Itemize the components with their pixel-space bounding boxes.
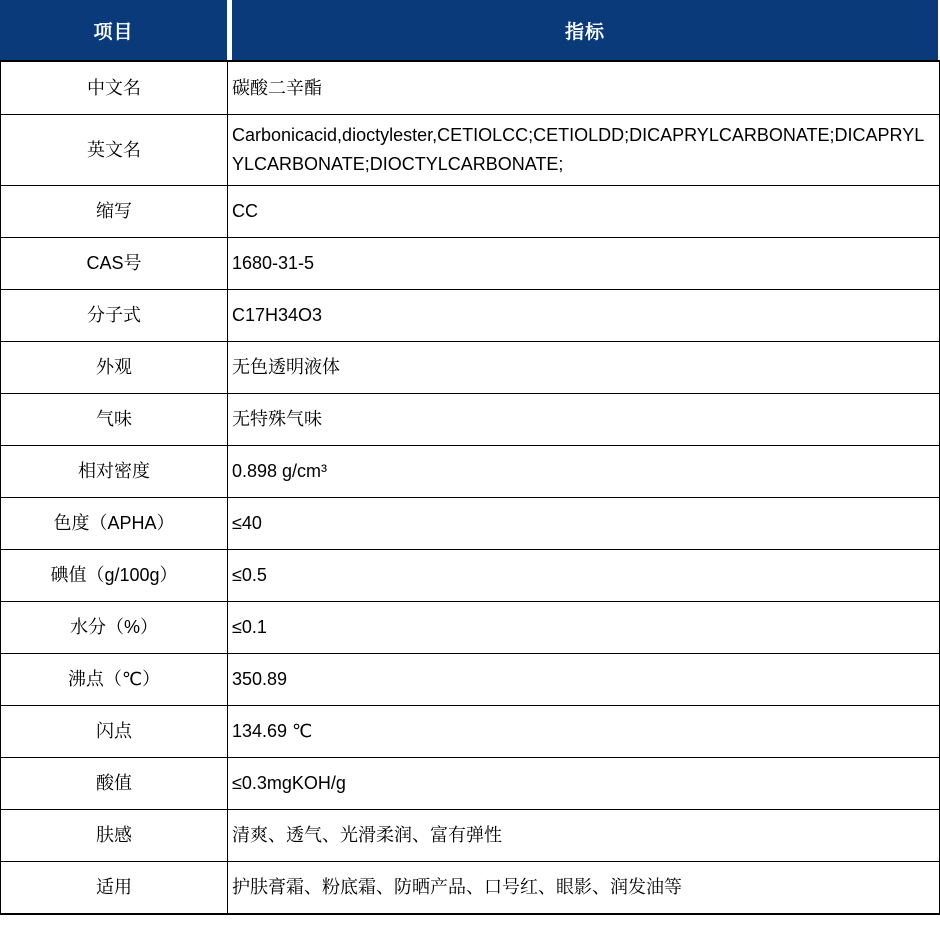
row-value: 碳酸二辛酯: [232, 77, 322, 98]
table-row-skin-feel: [1, 809, 939, 861]
row-value: ≤40: [232, 513, 262, 533]
row-label: 相对密度: [1, 446, 228, 497]
row-label: 水分（%）: [1, 602, 228, 653]
row-label: 缩写: [1, 186, 228, 237]
table-row-applications: [1, 861, 939, 913]
table-row-boiling-point: [1, 653, 939, 705]
row-label: CAS号: [1, 238, 228, 289]
row-value: 1680-31-5: [232, 253, 315, 273]
row-value: C17H34O3: [232, 305, 323, 325]
table-row-color-apha: [1, 497, 939, 549]
row-value: Carbonicacid,dioctylester,CETIOLCC;CETIOLDD;DICAPRYLCARBONATE;DICAPRYLYLCARBONATE;DIOCTYLCARBONATE;: [232, 125, 925, 174]
row-value: CC: [232, 201, 258, 221]
table-row-odor: [1, 393, 939, 445]
row-label: 外观: [1, 342, 228, 393]
row-label: 闪点: [1, 706, 228, 757]
column-header-spec: 指标: [232, 0, 938, 60]
table-row-appearance: [1, 341, 939, 393]
table-row-cas-number: [1, 237, 939, 289]
row-label: 色度（APHA）: [1, 498, 228, 549]
table-row-iodine-value: [1, 549, 939, 601]
table-row-relative-density: [1, 445, 939, 497]
row-label: 碘值（g/100g）: [1, 550, 228, 601]
row-label: 气味: [1, 394, 228, 445]
row-value: ≤0.5: [232, 565, 267, 585]
table-row-moisture: [1, 601, 939, 653]
row-value: 无色透明液体: [232, 357, 340, 377]
row-value: 清爽、透气、光滑柔润、富有弹性: [232, 825, 502, 845]
column-header-item: 项目: [0, 0, 227, 60]
row-label: 分子式: [1, 290, 228, 341]
row-value: ≤0.1: [232, 617, 267, 637]
row-label: 沸点（℃）: [1, 654, 228, 705]
row-value: ≤0.3mgKOH/g: [232, 773, 346, 793]
row-value: 护肤膏霜、粉底霜、防晒产品、口号红、眼影、润发油等: [232, 877, 682, 897]
row-label: 适用: [1, 862, 228, 913]
table-row-english-name: [1, 114, 939, 185]
table-body: [0, 60, 940, 915]
row-label: 英文名: [1, 115, 228, 185]
table-header-row: [0, 0, 940, 60]
table-row-chinese-name: [1, 62, 939, 114]
row-value: 无特殊气味: [232, 409, 322, 429]
row-label: 酸值: [1, 758, 228, 809]
table-row-flash-point: [1, 705, 939, 757]
table-row-abbreviation: [1, 185, 939, 237]
table-row-molecular-formula: [1, 289, 939, 341]
row-label: 肤感: [1, 810, 228, 861]
row-label: 中文名: [1, 62, 228, 114]
row-value: 350.89: [232, 669, 288, 689]
table-row-acid-value: [1, 757, 939, 809]
row-value: 0.898 g/cm³: [232, 461, 328, 481]
row-value: 134.69 ℃: [232, 721, 313, 741]
